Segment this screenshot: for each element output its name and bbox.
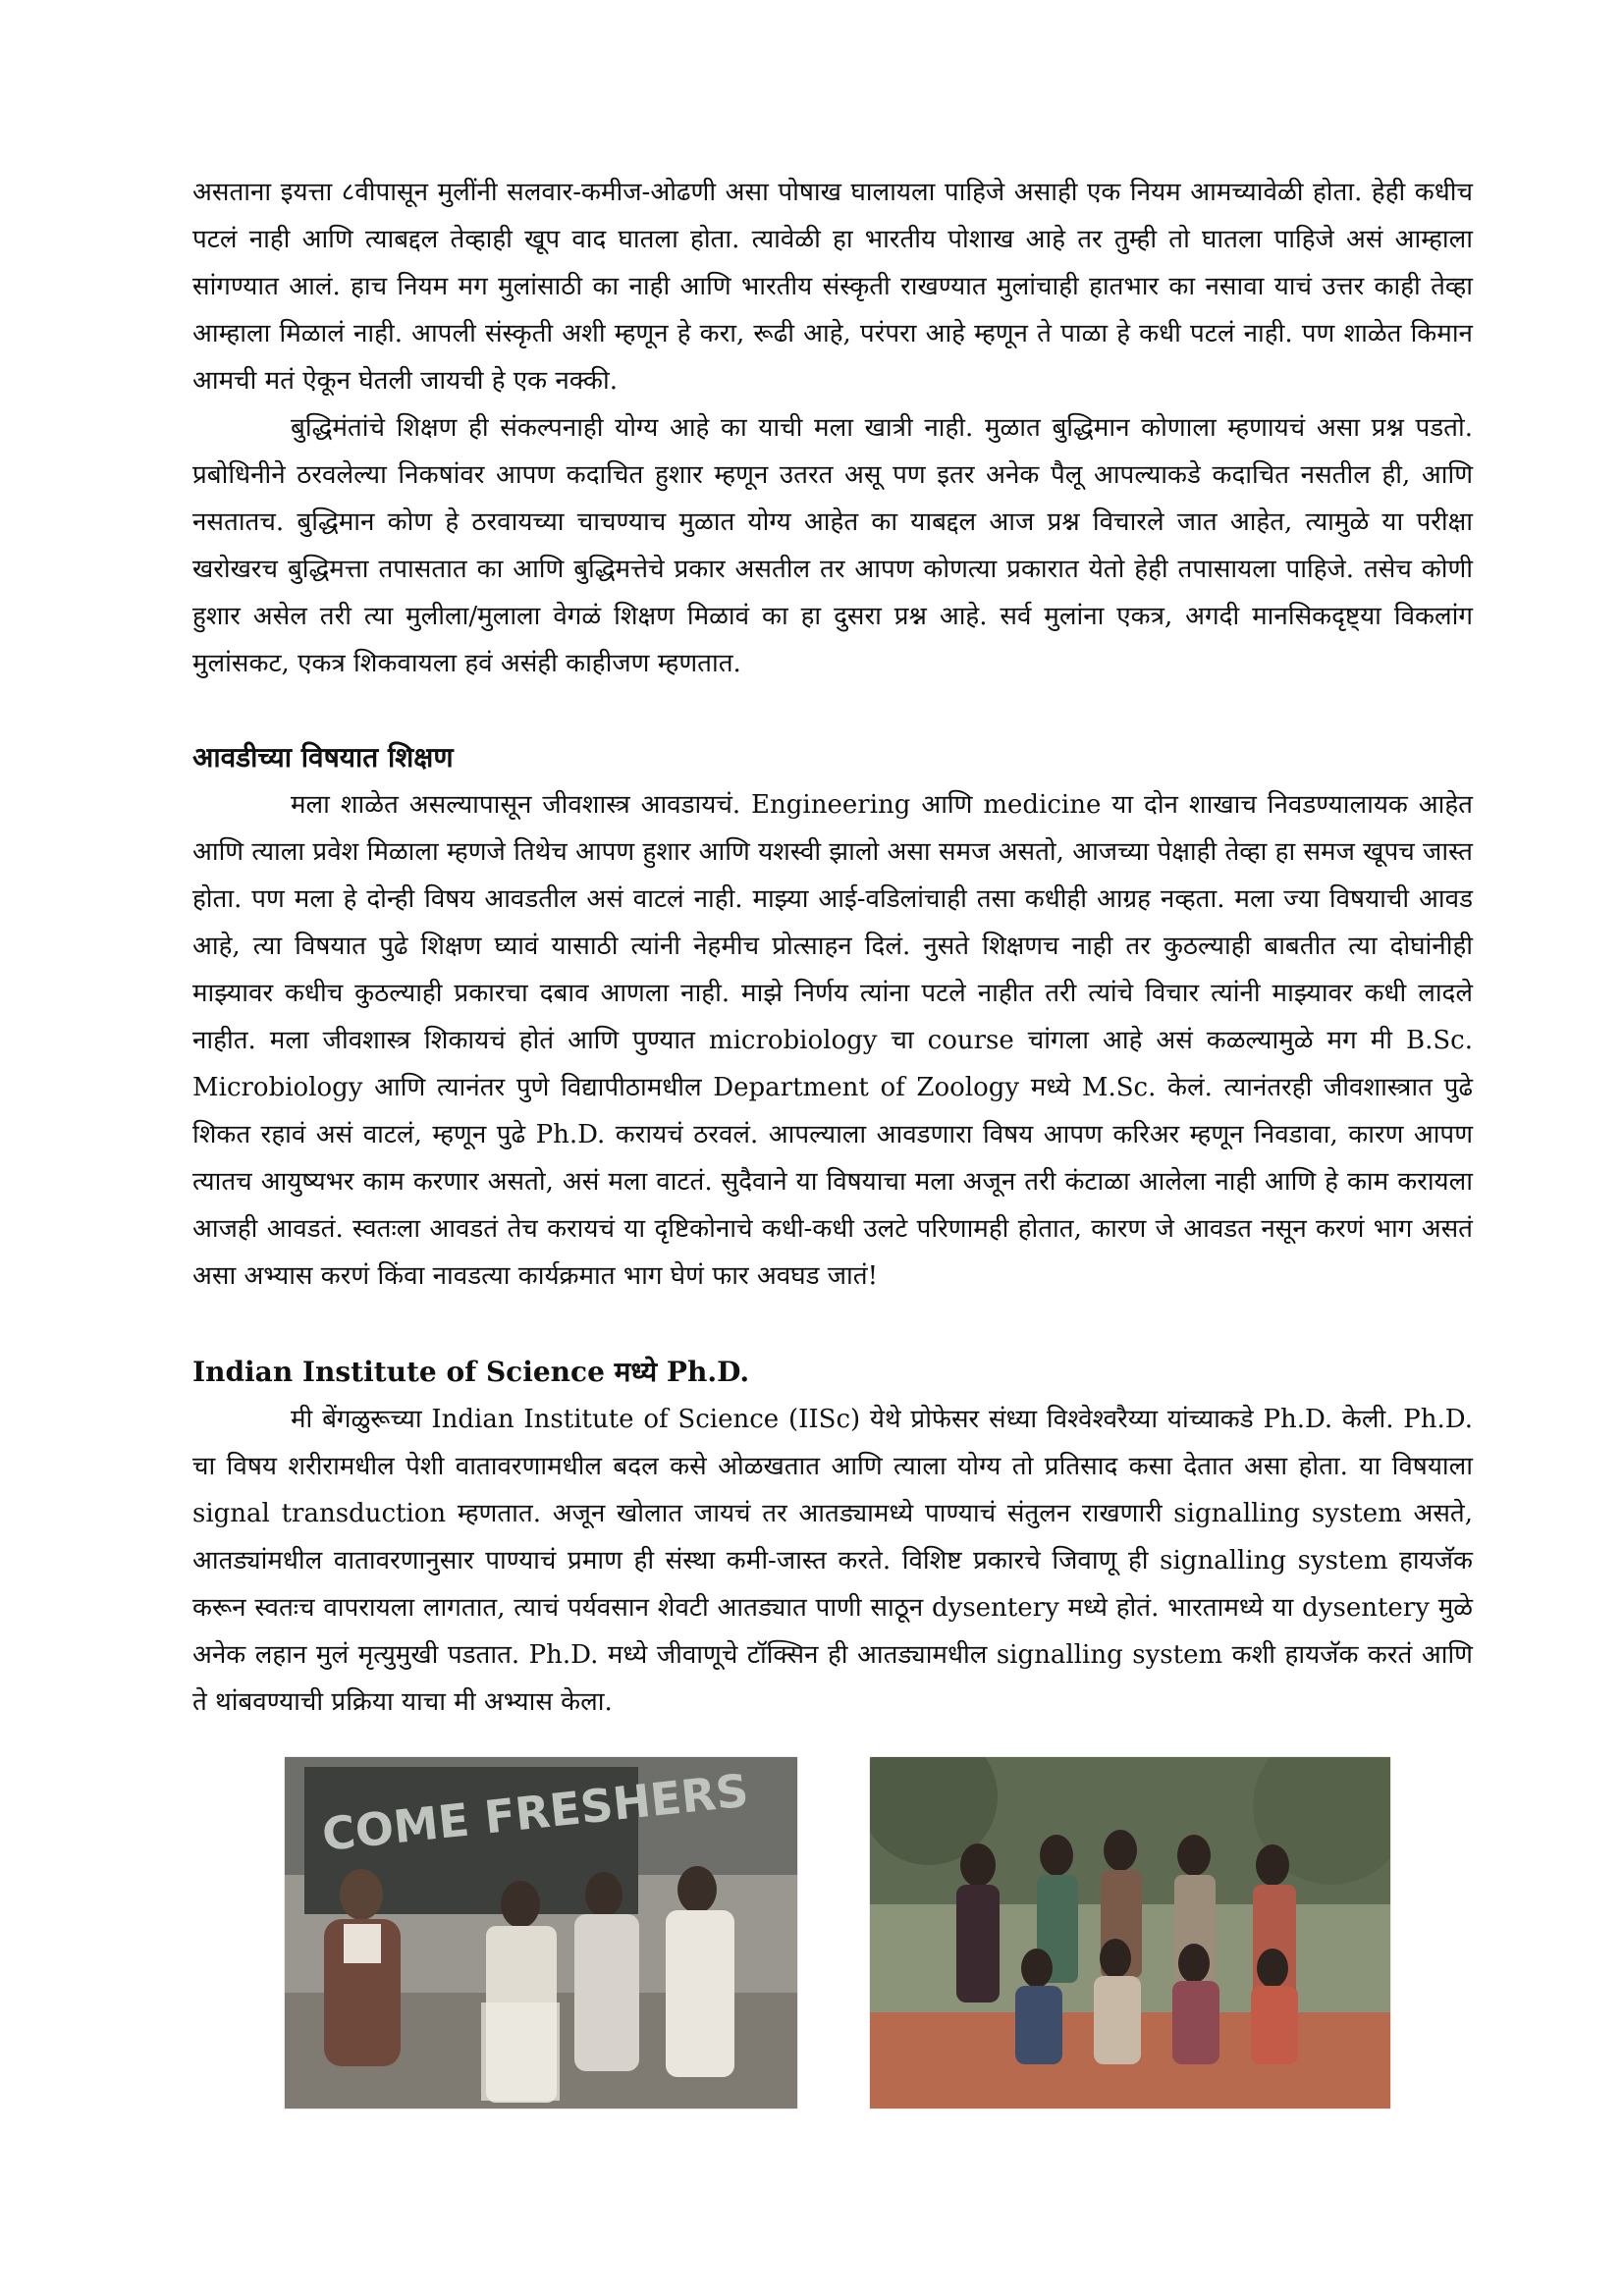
favorite-subject-paragraph: मला शाळेत असल्यापासून जीवशास्त्र आवडायचं. Engineering आणि medicine या दोन शाखाच निवडण्यालायक आहेत आणि त्याला प्रवेश मिळाला म्हणजे तिथेच आपण हुशार आणि यशस्वी झालो असा समज असतो, आजच्या पेक्षाही तेव्हा हा समज खूपच जास्त होता. पण मला हे दोन्ही विषय आवडतील असं वाटलं नाही. माझ्या आई-वडिलांचाही तसा कधीही आग्रह नव्हता. मला ज्या विषयाची आवड आहे, त्या विषयात पुढे शिक्षण घ्यावं यासाठी त्यांनी नेहमीच प्रोत्साहन दिलं. नुसते शिक्षणच नाही तर कुठल्याही बाबतीत त्या दोघांनीही माझ्यावर कधीच कुठल्याही प्रकारचा दबाव आणला नाही. माझे निर्णय त्यांना पटले नाहीत तरी त्यांचे विचार त्यांनी माझ्यावर कधी लादले नाहीत. मला जीवशास्त्र शिकायचं होतं आणि पुण्यात microbiology चा course चांगला आहे असं कळल्यामुळे मग मी B.Sc. Microbiology आणि त्यानंतर पुणे विद्यापीठामधील Department of Zoology मध्ये M.Sc. केलं. त्यानंतरही जीवशास्त्रात पुढे शिकत रहावं असं वाटलं, म्हणून पुढे Ph.D. करायचं ठरवलं. आपल्याला आवडणारा विषय आपण करिअर म्हणून निवडावा, कारण आपण त्यातच आयुष्यभर काम करणार असतो, असं मला वाटतं. सुदैवाने या विषयाचा मला अजून तरी कंटाळा आलेला नाही आणि हे काम करायला आजही आवडतं. स्वतःला आवडतं तेच करायचं या दृष्टिकोनाचे कधी-कधी उलटे परिणामही होतात, कारण जे आवडत नसून करणं भाग असतं असा अभ्यास करणं किंवा नावडत्या कार्यक्रमात भाग घेणं फार अवघड जातं! xyxy=(192,790,1473,1291)
intro-section xyxy=(192,169,1473,687)
intro-paragraph-2: बुद्धिमंतांचे शिक्षण ही संकल्पनाही योग्य आहे का याची मला खात्री नाही. मुळात बुद्धिमान कोणाला म्हणायचं असा प्रश्न पडतो. प्रबोधिनीने ठरवलेल्या निकषांवर आपण कदाचित हुशार म्हणून उतरत असू पण इतर अनेक पैलू आपल्याकडे कदाचित नसतील ही, आणि नसतातच. बुद्धिमान कोण हे ठरवायच्या चाचण्याच मुळात योग्य आहेत का याबद्दल आज प्रश्न विचारले जात आहेत, त्यामुळे या परीक्षा खरोखरच बुद्धिमत्ता तपासतात का आणि बुद्धिमत्तेचे प्रकार असतील तर आपण कोणत्या प्रकारात येतो हेही तपासायला पाहिजे. तसेच कोणी हुशार असेल तरी त्या मुलीला/मुलाला वेगळं शिक्षण मिळावं का हा दुसरा प्रश्न आहे. सर्व मुलांना एकत्र, अगदी मानसिकदृष्ट्या विकलांग मुलांसकट, एकत्र शिकवायला हवं असंही काहीजण म्हणतात. xyxy=(192,413,1473,678)
photo-freshers-event xyxy=(285,1757,797,2109)
intro-paragraph-1: असताना इयत्ता ८वीपासून मुलींनी सलवार-कमीज-ओढणी असा पोषाख घालायला पाहिजे असाही एक नियम आमच्यावेळी होता. हेही कधीच पटलं नाही आणि त्याबद्दल तेव्हाही खूप वाद घातला होता. त्यावेळी हा भारतीय पोशाख आहे तर तुम्ही तो घातला पाहिजे असं आम्हाला सांगण्यात आलं. हाच नियम मग मुलांसाठी का नाही आणि भारतीय संस्कृती राखण्यात मुलांचाही हातभार का नसावा याचं उत्तर काही तेव्हा आम्हाला मिळालं नाही. आपली संस्कृती अशी म्हणून हे करा, रूढी आहे, परंपरा आहे म्हणून ते पाळा हे कधी पटलं नाही. पण शाळेत किमान आमची मतं ऐकून घेतली जायची हे एक नक्की. xyxy=(192,178,1473,396)
section-heading-favorite-subject: आवडीच्या विषयात शिक्षण xyxy=(192,741,454,774)
section-heading-iisc: Indian Institute of Science मध्ये Ph.D. xyxy=(192,1356,750,1388)
iisc-section xyxy=(192,1396,1473,1726)
favorite-subject-section xyxy=(192,781,1473,1300)
photo-freshers-image xyxy=(285,1757,797,2109)
iisc-paragraph: मी बेंगळुरूच्या Indian Institute of Science (IISc) येथे प्रोफेसर संध्या विश्वेश्वरैय्या यांच्याकडे Ph.D. केली. Ph.D. चा विषय शरीरामधील पेशी वातावरणामधील बदल कसे ओळखतात आणि त्याला योग्य तो प्रतिसाद कसा देतात असा होता. या विषयाला signal transduction म्हणतात. अजून खोलात जायचं तर आतड्यामध्ये पाण्याचं संतुलन राखणारी signalling system असते, आतड्यांमधील वातावरणानुसार पाण्याचं प्रमाण ही संस्था कमी-जास्त करते. विशिष्ट प्रकारचे जिवाणू ही signalling system हायजॅक करून स्वतःच वापरायला लागतात, त्याचं पर्यवसान शेवटी आतड्यात पाणी साठून dysentery मध्ये होतं. भारतामध्ये या dysentery मुळे अनेक लहान मुलं मृत्युमुखी पडतात. Ph.D. मध्ये जीवाणूचे टॉक्सिन ही आतड्यामधील signalling system कशी हायजॅक करतं आणि ते थांबवण्याची प्रक्रिया याचा मी अभ्यास केला. xyxy=(192,1405,1473,1717)
photo-group-picture xyxy=(870,1757,1390,2109)
photo-group-image xyxy=(870,1757,1390,2109)
board-text: COME FRESHERS xyxy=(319,1763,751,1861)
